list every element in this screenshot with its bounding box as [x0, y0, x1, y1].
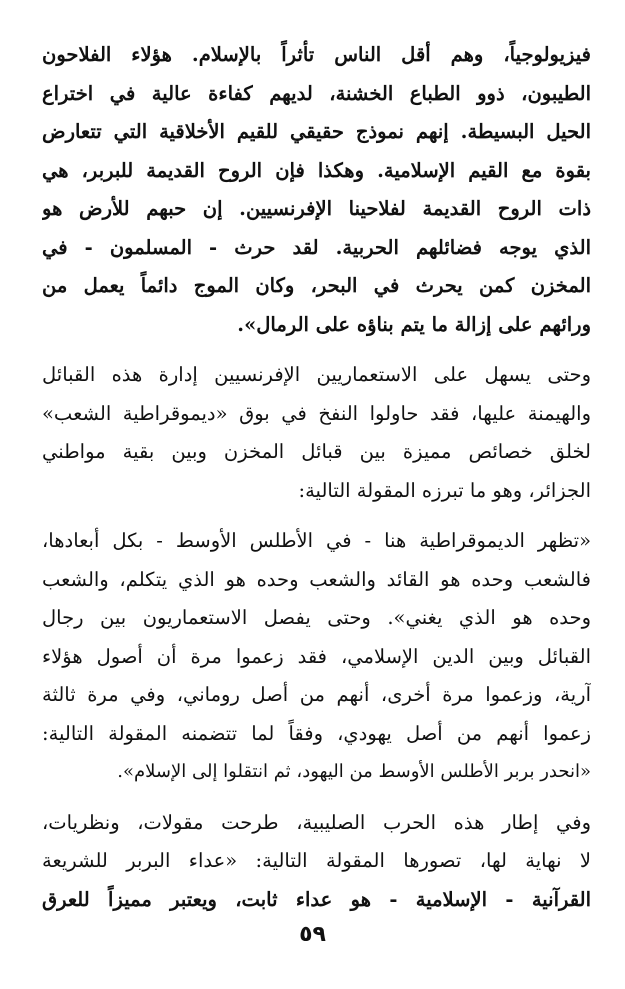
text-line: الحيل البسيطة. إنهم نموذج حقيقي للقيم الأخلاقية التي تتعارض: [42, 120, 591, 143]
paragraph-2: [42, 356, 591, 510]
text-line: فالشعب وحده هو القائد والشعب وحده هو الذي يتكلم، والشعب: [42, 567, 591, 591]
text-line: الجزائر، وهو ما تبرزه المقولة التالية:: [298, 478, 591, 502]
text-line: ذات الروح القديمة لفلاحينا الإفرنسيين. إن حبهم للأرض هو: [42, 197, 591, 220]
text-line: لخلق خصائص مميزة بين قبائل المخزن وبين بقية مواطني: [42, 440, 591, 463]
text-line: آرية، وزعموا مرة أخرى، أنهم من أصل روماني، وفي مرة ثالثة: [42, 683, 591, 706]
paragraph-4: [42, 804, 591, 920]
text-line: وحده هو الذي يغني». وحتى يفصل الاستعماريون بين رجال: [42, 606, 591, 629]
page-number: ٥٩: [299, 922, 326, 947]
text-line: زعموا أنهم من أصل يهودي، وفقاً لما تتضمنه المقولة التالية:: [42, 721, 591, 745]
text-line: «تظهر الديموقراطية هنا - في الأطلس الأوسط - بكل أبعادها،: [42, 529, 591, 552]
text-line: وحتى يسهل على الاستعماريين الإفرنسيين إدارة هذه القبائل: [42, 363, 591, 386]
text-line: المخزن كمن يحرث في البحر، وكان الموج دائماً يعمل من: [42, 274, 591, 297]
text-line: بقوة مع القيم الإسلامية. وهكذا فإن الروح القديمة للبربر، هي: [42, 158, 591, 182]
paragraph-gap: [42, 792, 591, 804]
paragraph-3: [42, 522, 591, 792]
text-line: الذي يوجه فضائلهم الحربية. لقد حرث - المسلمون - في: [42, 235, 591, 259]
text-line: ورائهم على إزالة ما يتم بناؤه على الرمال».: [237, 312, 591, 336]
paragraph-gap: [42, 344, 591, 356]
text-line: وفي إطار هذه الحرب الصليبية، طرحت مقولات، ونظريات،: [42, 810, 591, 834]
text-line: «انحدر بربر الأطلس الأوسط من اليهود، ثم انتقلوا إلى الإسلام».: [117, 761, 591, 782]
text-line: القرآنية - الإسلامية - هو عداء ثابت، ويعتبر مميزاً للعرق: [42, 887, 591, 911]
paragraph-gap: [42, 510, 591, 522]
paragraph-1: [42, 36, 591, 344]
text-line: والهيمنة عليها، فقد حاولوا النفخ في بوق «ديموقراطية الشعب»: [42, 401, 591, 425]
text-line: فيزيولوجياً، وهم أقل الناس تأثراً بالإسلام. هؤلاء الفلاحون: [42, 43, 591, 66]
text-line: الطيبون، ذوو الطباع الخشنة، لديهم كفاءة عالية في اختراع: [42, 81, 591, 105]
page-body: [42, 36, 591, 919]
text-line: لا نهاية لها، تصورها المقولة التالية: «عداء البربر للشريعة: [42, 849, 591, 872]
text-line: القبائل وبين الدين الإسلامي، فقد زعموا مرة أن أصول هؤلاء: [42, 644, 591, 668]
